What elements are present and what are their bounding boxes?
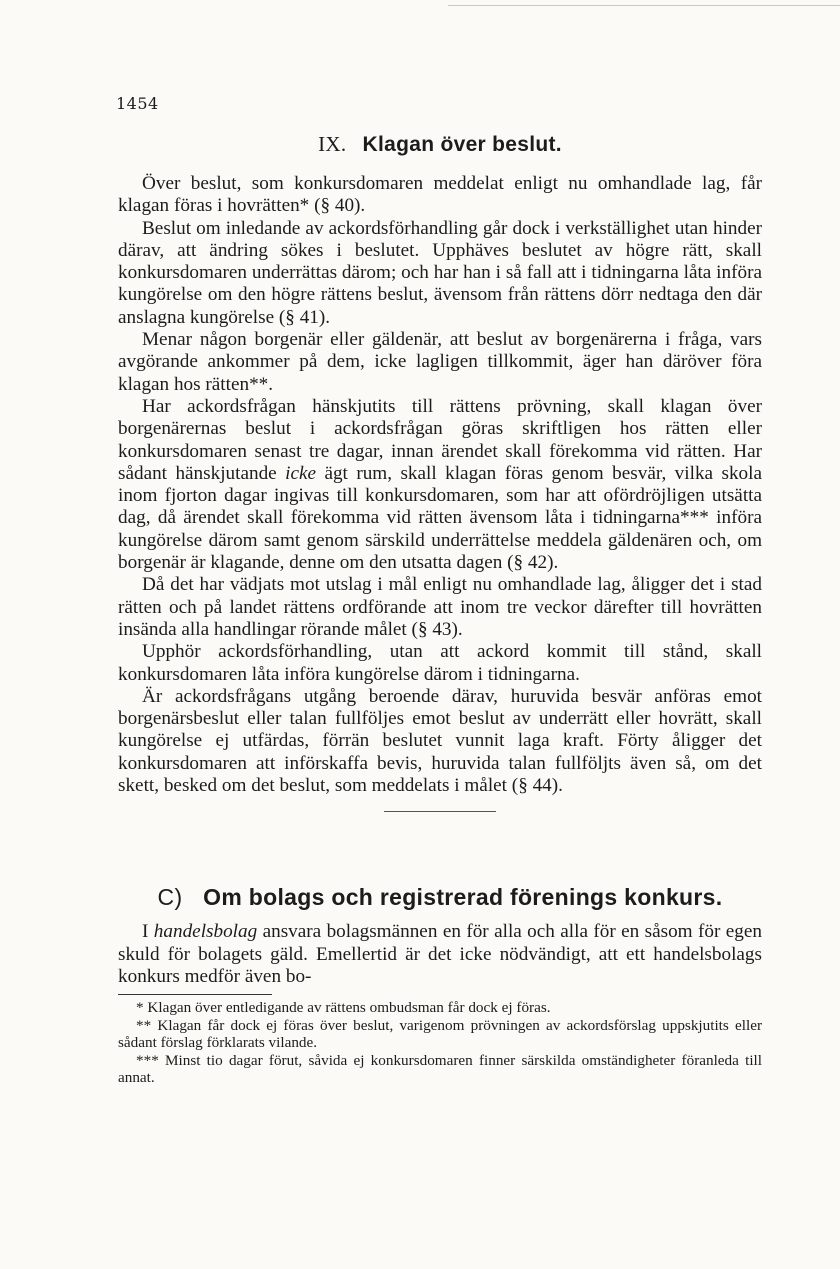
paragraph-text: I bbox=[142, 921, 154, 943]
scan-edge-line bbox=[448, 5, 840, 6]
paragraph: Upphör ackordsförhandling, utan att ackord kommit till stånd, skall konkursdomaren låta införa kungörelse därom i tidningarna. bbox=[118, 641, 762, 685]
footnotes bbox=[118, 999, 762, 1087]
paragraph: Beslut om inledande av ackordsförhandling går dock i verkställighet utan hinder därav, att ändring sökes i beslutet. Upphäves beslutet av högre rätt, skall konkursdomaren underrättas därom; och har han i så fall att i tidningarna låta införa kungörelse om den högre rättens beslut, ävensom från rättens dörr nedtaga den där anslagna kungörelse (§ 41). bbox=[118, 217, 762, 328]
paragraph bbox=[118, 396, 762, 574]
emphasis-text: handelsbolag bbox=[153, 921, 258, 943]
paragraph: Över beslut, som konkursdomaren meddelat enligt nu omhandlade lag, får klagan föras i hovrätten* (§ 40). bbox=[118, 173, 762, 217]
text-column bbox=[118, 132, 762, 1087]
paragraph: Menar någon borgenär eller gäldenär, att beslut av borgenärerna i fråga, vars avgörande ankommer på dem, icke lagligen tillkommit, äger han däröver föra klagan hos rätten**. bbox=[118, 329, 762, 395]
section-title: Klagan över beslut. bbox=[362, 133, 562, 156]
paragraph-text: ägt rum, skall klagan föras genom besvär, vilka skola inom fjorton dagar ingivas till konkursdomaren, som har att ofördröjligen utsätta dag, då ärendet skall förekomma vid rätten ävensom låta i tidningarna*** införa kungörelse därom samt genom särskild underrättelse meddela gäldenären och, om borgenär är klagande, denne om den utsatta dagen (§ 42). bbox=[118, 462, 762, 574]
part-body bbox=[118, 921, 762, 988]
paragraph bbox=[118, 921, 762, 988]
paragraph: Är ackordsfrågans utgång beroende därav, huruvida besvär anföras emot borgenärsbeslut eller talan fullföljes emot beslut av underrätt eller hovrätt, skall kungörelse ej utfärdas, förrän beslutet vunnit laga kraft. Förty åligger det konkursdomaren att införskaffa bevis, huruvida talan fullföljts även så, om det skett, besked om det beslut, som meddelats i målet (§ 44). bbox=[118, 685, 762, 797]
part-letter: C) bbox=[157, 884, 183, 911]
emphasis-text: icke bbox=[285, 462, 317, 484]
footnote-rule bbox=[118, 994, 272, 995]
paragraph-text: ansvara bolagsmännen en för alla och alla för en såsom för egen skuld för bolagets gäld. Emellertid är det icke nödvändigt, att ett handelsbolags konkurs medför även bo- bbox=[118, 921, 762, 987]
section-body bbox=[118, 173, 762, 797]
footnote: *** Minst tio dagar förut, såvida ej konkursdomaren finner särskilda omständigheter föranleda till annat. bbox=[118, 1051, 762, 1087]
page-number: 1454 bbox=[116, 94, 159, 113]
part-title: Om bolags och registrerad förenings konkurs. bbox=[203, 884, 723, 911]
section-numeral: IX. bbox=[318, 132, 347, 156]
section-divider bbox=[384, 811, 496, 812]
paragraph-text: Har ackordsfrågan hänskjutits till rättens prövning, skall klagan över borgenärernas beslut i ackordsfrågan göras skriftligen hos rätten eller konkursdomaren senast tre dagar, innan ärendet skall förekomma vid rätten. Har sådant hänskjutande bbox=[118, 395, 762, 484]
part-heading bbox=[118, 884, 762, 911]
footnote: ** Klagan får dock ej föras över beslut, varigenom prövningen av ackordsförslag uppskjutits eller sådant förslag förklarats vilande. bbox=[118, 1016, 762, 1052]
paragraph: Då det har vädjats mot utslag i mål enligt nu omhandlade lag, åligger det i stad rätten och på landet rättens ordförande att inom tre veckor därefter till hovrätten insända alla handlingar rörande målet (§ 43). bbox=[118, 574, 762, 640]
section-heading bbox=[118, 132, 762, 157]
footnote: * Klagan över entledigande av rättens ombudsman får dock ej föras. bbox=[136, 999, 551, 1017]
